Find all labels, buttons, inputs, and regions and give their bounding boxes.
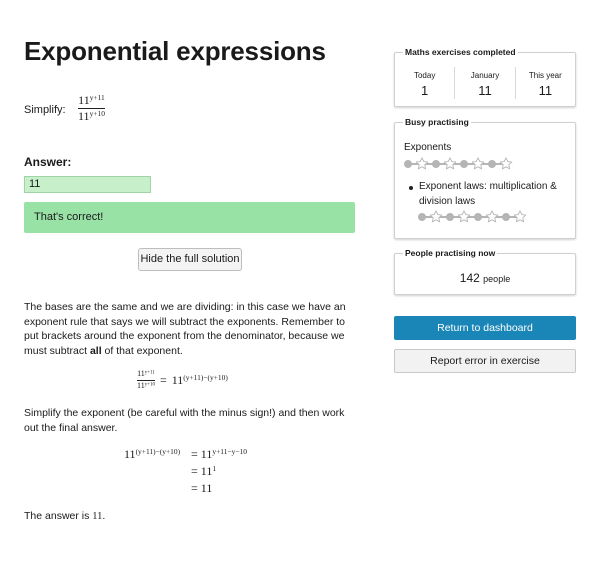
people-count: 142 people <box>459 271 511 285</box>
page-title: Exponential expressions <box>24 36 326 66</box>
eq1-fraction: $\frac{11^{y+11}}{11^{y+10}}$ <box>137 369 155 390</box>
hide-solution-button[interactable]: Hide the full solution <box>138 248 242 271</box>
simplify-label: Simplify: <box>24 104 66 116</box>
progress-dot-filled <box>502 213 510 221</box>
topic-label: Exponents <box>404 142 452 153</box>
question-numerator: $11^{y+11}$ <box>78 92 105 107</box>
question-fraction <box>78 94 105 123</box>
progress-dot-filled <box>460 160 468 168</box>
report-error-button[interactable]: Report error in exercise <box>394 349 576 373</box>
star-outline-icon <box>429 210 443 223</box>
progress-dot-filled <box>404 160 412 168</box>
people-practising-card <box>394 248 576 295</box>
progress-dot-filled <box>474 213 482 221</box>
return-to-dashboard-button[interactable]: Return to dashboard <box>394 316 576 340</box>
star-outline-icon <box>513 210 527 223</box>
solution-paragraph-1: The bases are the same and we are dividing: in this case we have an exponent rule that says we will subtract the exponents. Remember to put brackets around the exponent from the denominator, because we must subtract all of that exponent. <box>24 301 346 357</box>
progress-dot-filled <box>446 213 454 221</box>
sub-topic-progress-rating <box>418 210 530 223</box>
progress-dot-filled <box>488 160 496 168</box>
progress-dot-filled <box>432 160 440 168</box>
card-title: People practising now <box>405 248 496 258</box>
star-outline-icon <box>415 157 429 170</box>
star-outline-icon <box>499 157 513 170</box>
progress-dot-filled <box>418 213 426 221</box>
stat-month: January 11 <box>455 67 515 99</box>
question-denominator: $11^{y+10}$ <box>78 109 105 124</box>
star-outline-icon <box>443 157 457 170</box>
star-outline-icon <box>485 210 499 223</box>
solution-paragraph-2: Simplify the exponent (be careful with the minus sign!) and then work out the final answer. <box>24 407 345 434</box>
stat-year: This year 11 <box>528 71 562 98</box>
answer-label: Answer: <box>24 155 72 169</box>
correct-feedback: That's correct! <box>24 202 355 233</box>
answer-input[interactable]: 11 <box>24 176 151 193</box>
card-title: Busy practising <box>405 117 469 127</box>
final-answer-text: The answer is 11. <box>24 510 106 522</box>
solution-equation-1: $\frac{11^{y+11}}{11^{y+10}}$ = $11^{(y+11)-(y+10)}$ <box>137 369 228 390</box>
stat-today: Today 1 <box>395 67 455 99</box>
bullet-icon <box>409 186 413 190</box>
exercises-completed-card <box>394 47 576 107</box>
card-title: Maths exercises completed <box>405 47 516 57</box>
star-outline-icon <box>457 210 471 223</box>
sub-topic-label: Exponent laws: multiplication & division laws <box>419 181 557 207</box>
topic-progress-rating <box>404 157 516 170</box>
star-outline-icon <box>471 157 485 170</box>
